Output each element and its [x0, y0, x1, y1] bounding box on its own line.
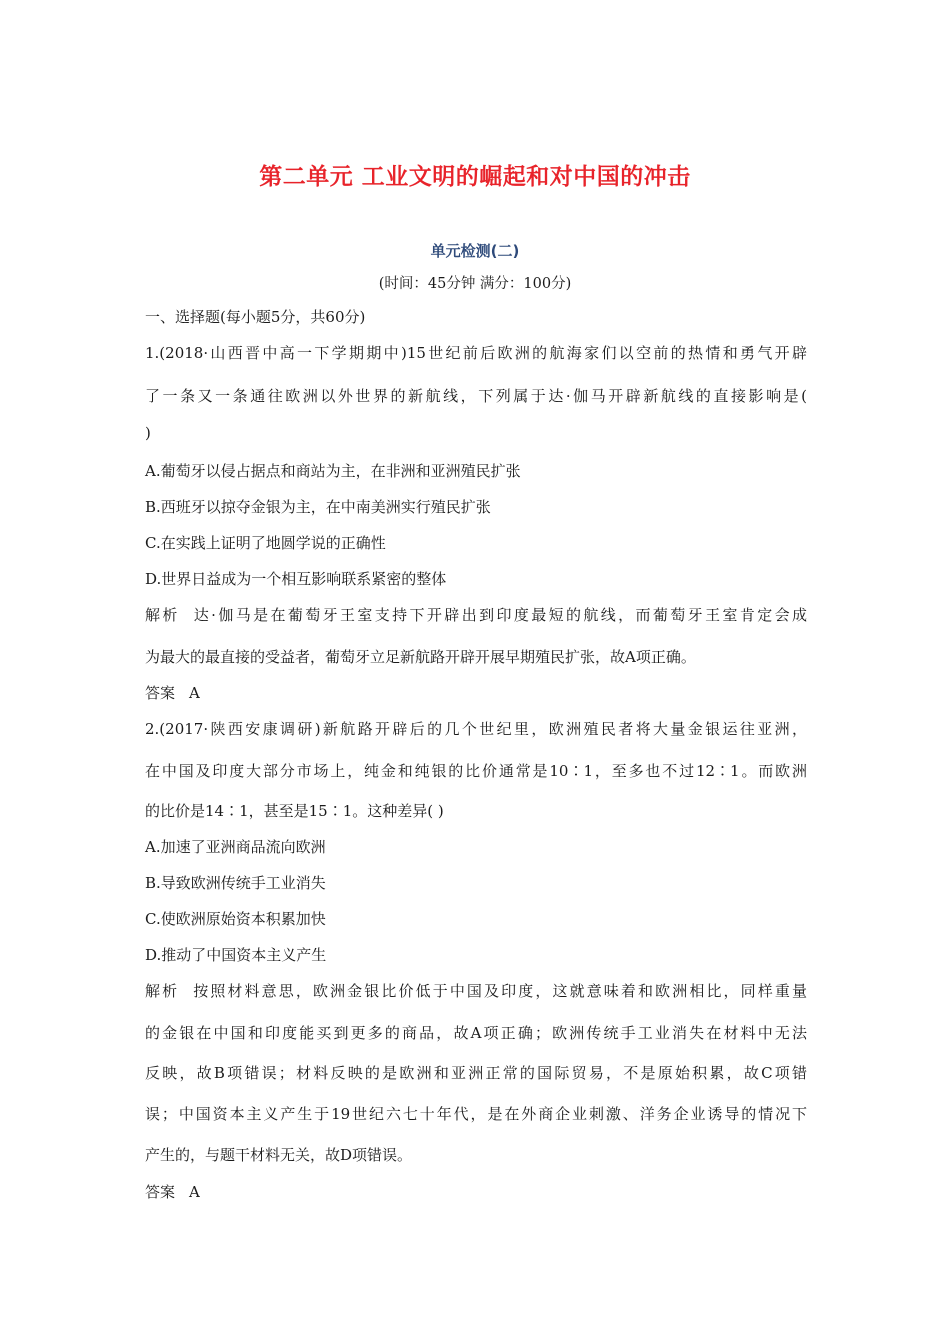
q1-option-d: D.世界日益成为一个相互影响联系紧密的整体 — [145, 570, 447, 588]
q2-analysis-label: 解析 — [145, 982, 180, 1000]
q1-option-a: A.葡萄牙以侵占据点和商站为主，在非洲和亚洲殖民扩张 — [145, 462, 521, 480]
unit-title: 第二单元 工业文明的崛起和对中国的冲击 — [259, 164, 691, 190]
q1-analysis-label: 解析 — [145, 606, 180, 624]
q1-option-c: C.在实践上证明了地圆学说的正确性 — [145, 534, 386, 552]
q2-answer-value: A — [189, 1183, 200, 1201]
q1-analysis-line2: 为最大的最直接的受益者，葡萄牙立足新航路开辟开展早期殖民扩张，故A项正确。 — [145, 648, 696, 666]
q2-stem-line3: 的比价是14∶1，甚至是15∶1。这种差异( ) — [145, 802, 444, 820]
q1-stem-line1: 1.(2018·山西晋中高一下学期期中)15世纪前后欧洲的航海家们以空前的热情和勇气开辟 — [145, 344, 807, 362]
q2-analysis-line1: 解析 按照材料意思，欧洲金银比价低于中国及印度，这就意味着和欧洲相比，同样重量 — [145, 982, 807, 1000]
q2-answer — [145, 1181, 200, 1202]
q1-option-b: B.西班牙以掠夺金银为主，在中南美洲实行殖民扩张 — [145, 498, 491, 516]
q1-answer-label: 答案 — [145, 684, 176, 702]
q2-analysis-line5: 产生的，与题干材料无关，故D项错误。 — [145, 1146, 413, 1164]
test-subtitle: 单元检测(二) — [430, 242, 520, 260]
q2-option-c: C.使欧洲原始资本积累加快 — [145, 910, 326, 928]
q2-analysis-line2: 的金银在中国和印度能买到更多的商品，故A项正确；欧洲传统手工业消失在材料中无法 — [145, 1024, 807, 1042]
q2-answer-label: 答案 — [145, 1183, 176, 1201]
q1-analysis-line1: 解析 达·伽马是在葡萄牙王室支持下开辟出到印度最短的航线，而葡萄牙王室肯定会成 — [145, 606, 807, 624]
q1-answer-value: A — [189, 684, 200, 702]
time-score-info: (时间：45分钟 满分：100分) — [378, 276, 572, 292]
q2-stem-line2: 在中国及印度大部分市场上，纯金和纯银的比价通常是10∶1，至多也不过12∶1。而欧洲 — [145, 762, 807, 780]
q2-analysis-line4: 误；中国资本主义产生于19世纪六七十年代，是在外商企业刺激、洋务企业诱导的情况下 — [145, 1105, 807, 1123]
q1-answer — [145, 682, 200, 703]
q2-option-b: B.导致欧洲传统手工业消失 — [145, 874, 326, 892]
q1-stem-line2: 了一条又一条通往欧洲以外世界的新航线，下列属于达·伽马开辟新航线的直接影响是( — [145, 387, 807, 405]
q2-stem-line1: 2.(2017·陕西安康调研)新航路开辟后的几个世纪里，欧洲殖民者将大量金银运往亚洲， — [145, 720, 807, 738]
q2-option-d: D.推动了中国资本主义产生 — [145, 946, 327, 964]
q2-option-a: A.加速了亚洲商品流向欧洲 — [145, 838, 326, 856]
q2-analysis-line3: 反映，故B项错误；材料反映的是欧洲和亚洲正常的国际贸易，不是原始积累，故C项错 — [145, 1064, 807, 1082]
section-heading: 一、选择题(每小题5分，共60分) — [145, 308, 366, 326]
q1-stem-line3: ) — [145, 424, 151, 442]
